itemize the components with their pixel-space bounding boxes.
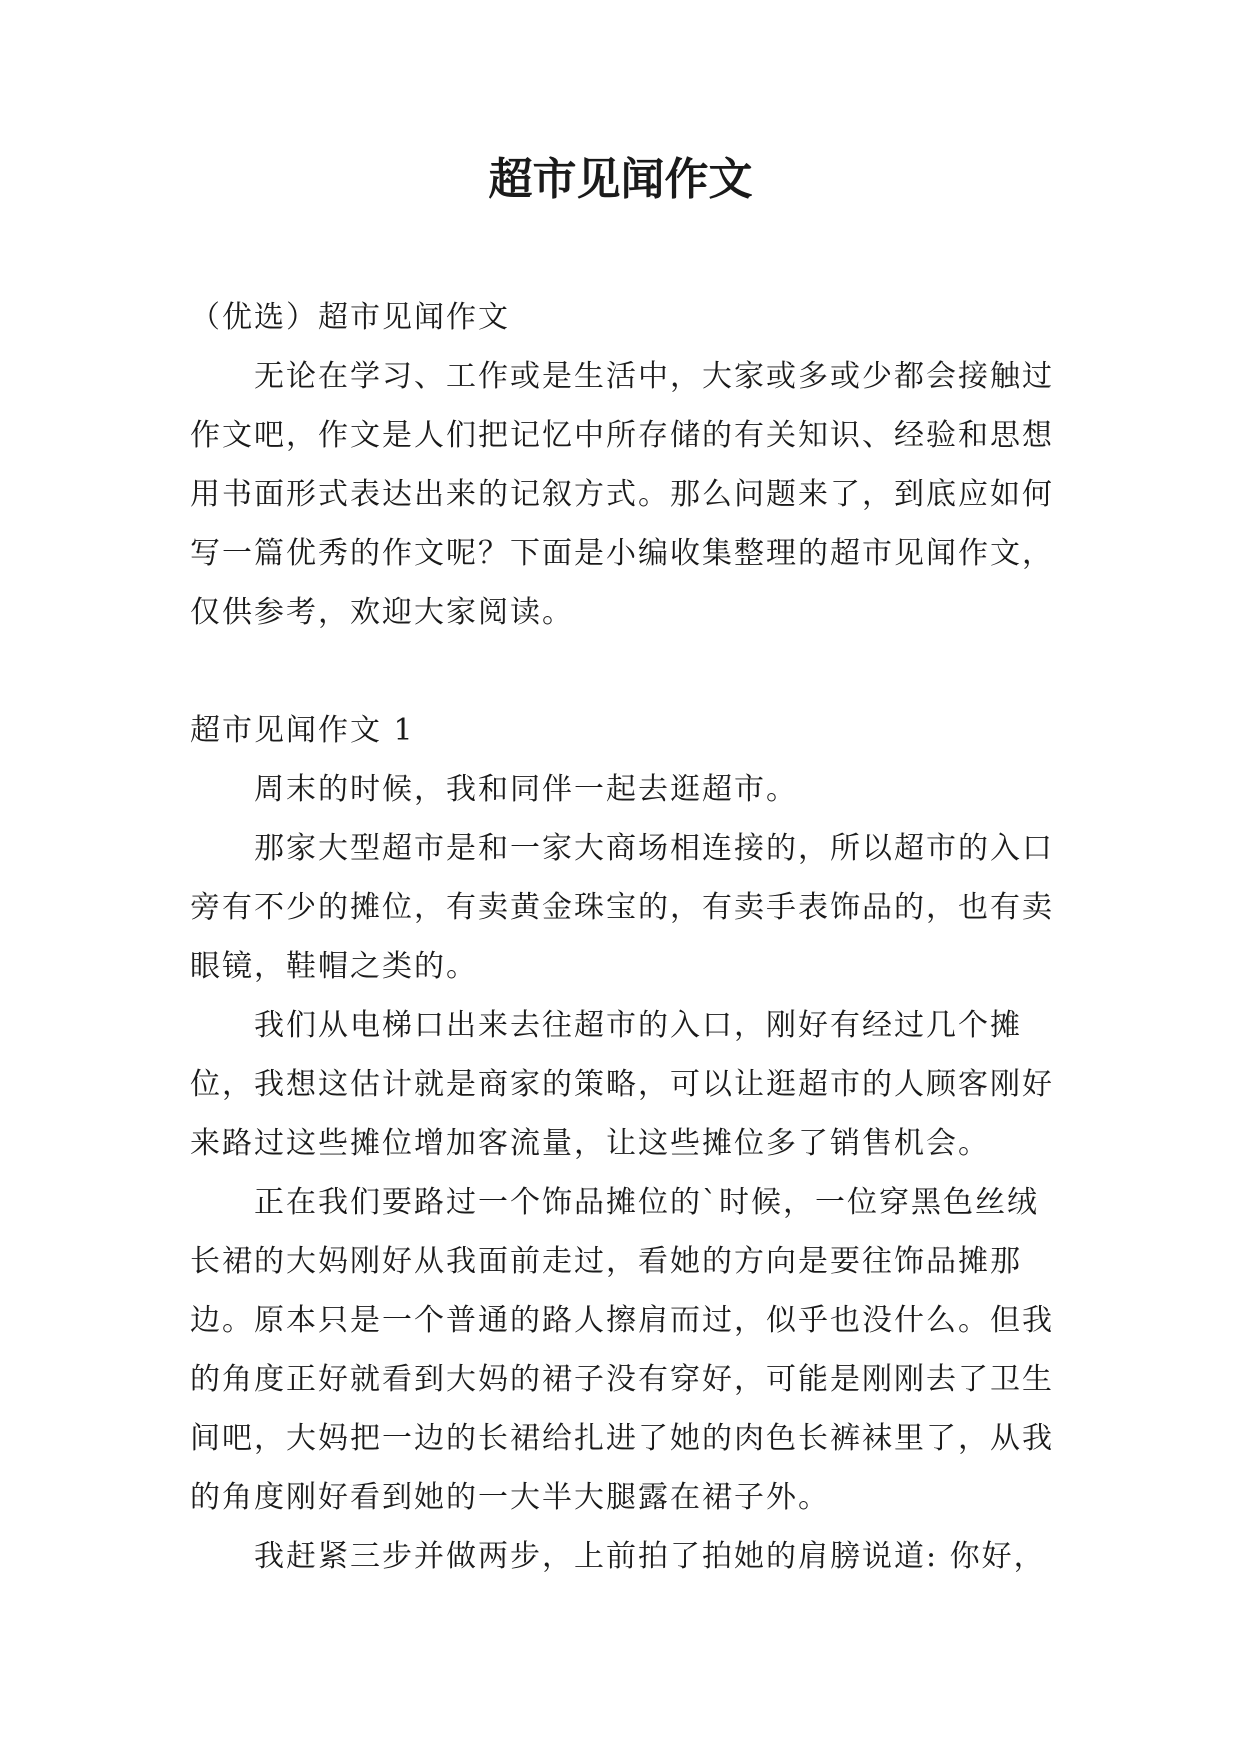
body-paragraph-5: 我赶紧三步并做两步，上前拍了拍她的肩膀说道: 你好， bbox=[254, 1539, 1046, 1574]
section-spacer bbox=[190, 642, 1070, 701]
body-paragraph-3: 我们从电梯口出来去往超市的入口，刚好有经过几个摊位，我想这估计就是商家的策略，可以让逛超市的人顾客刚好来路过这些摊位增加客流量，让这些摊位多了销售机会。 bbox=[190, 1008, 1054, 1161]
body-paragraph-1: 周末的时候，我和同伴一起去逛超市。 bbox=[254, 772, 798, 807]
body-paragraph-4: 正在我们要路过一个饰品摊位的`时候，一位穿黑色丝绒长裙的大妈刚好从我面前走过，看她的方向是要往饰品摊那边。原本只是一个普通的路人擦肩而过，似乎也没什么。但我的角度正好就看到大妈的裙子没有穿好，可能是刚刚去了卫生间吧，大妈把一边的长裙给扎进了她的肉色长裤袜里了，从我的角度刚好看到她的一大半大腿露在裙子外。 bbox=[190, 1185, 1054, 1515]
document-body bbox=[190, 288, 1070, 1586]
body-paragraph-2: 那家大型超市是和一家大商场相连接的，所以超市的入口旁有不少的摊位，有卖黄金珠宝的，有卖手表饰品的，也有卖眼镜，鞋帽之类的。 bbox=[190, 831, 1054, 984]
intro-paragraph: 无论在学习、工作或是生活中，大家或多或少都会接触过作文吧，作文是人们把记忆中所存储的有关知识、经验和思想用书面形式表达出来的记叙方式。那么问题来了，到底应如何写一篇优秀的作文呢？下面是小编收集整理的超市见闻作文，仅供参考，欢迎大家阅读。 bbox=[190, 359, 1054, 630]
document-title: 超市见闻作文 bbox=[488, 154, 753, 205]
document-subtitle: （优选）超市见闻作文 bbox=[190, 300, 510, 335]
section-heading: 超市见闻作文 1 bbox=[190, 713, 415, 748]
